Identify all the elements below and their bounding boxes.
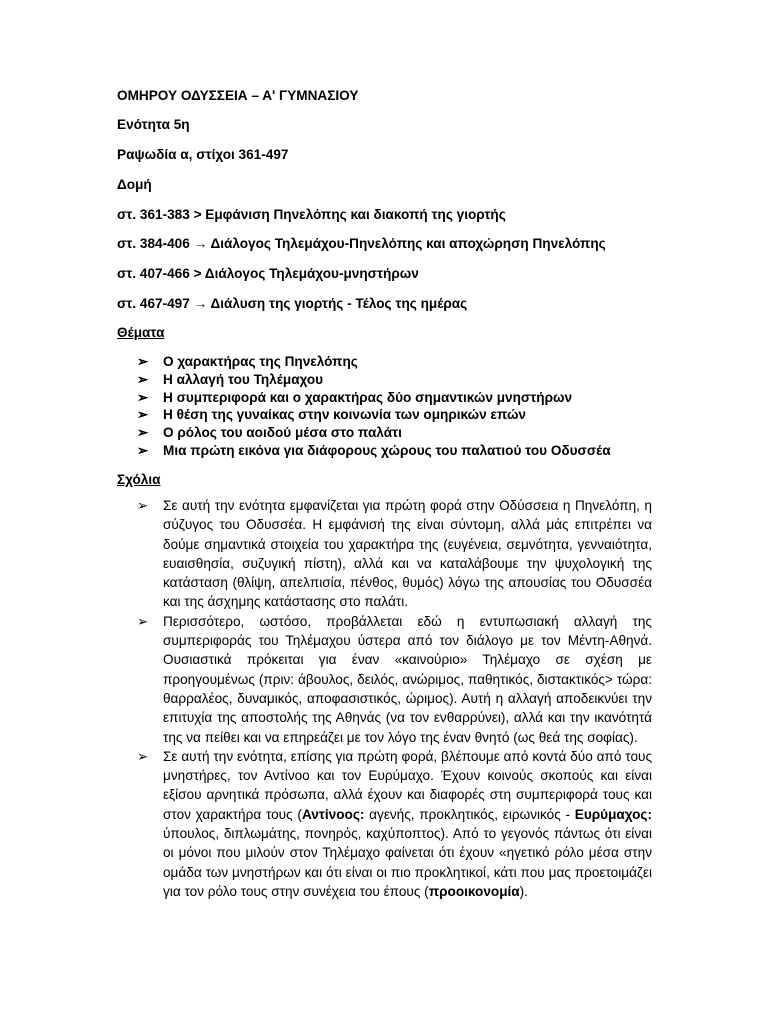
themes-heading: Θέματα xyxy=(117,325,165,340)
arrow-bullet-icon: ➢ xyxy=(137,371,149,387)
arrow-bullet-icon: ➢ xyxy=(137,613,149,629)
note-text-part: ). xyxy=(519,883,528,899)
note-term-proikonomia: προοικονομία xyxy=(428,883,520,899)
arrow-bullet-icon: ➢ xyxy=(137,407,149,423)
list-item xyxy=(117,389,677,407)
arrow-bullet-icon: ➢ xyxy=(137,748,149,764)
theme-text: Μια πρώτη εικόνα για διάφορους χώρους του παλατιού του Οδυσσέα xyxy=(163,442,611,458)
structure-line: στ. 467-497 → Διάλυση της γιορτής - Τέλος της ημέρας xyxy=(117,296,468,311)
structure-line: στ. 407-466 > Διάλογος Τηλεμάχου-μνηστήρων xyxy=(117,266,419,281)
note-text-part: ύπουλος, διπλωμάτης, πονηρός, καχύποπτος). Από το γεγονός πάντως ότι είναι οι μόνοι που μιλούν στον Τηλέμαχο φαίνεται ότι έχουν «ηγετικό ρόλο μέσα στην ομάδα των μνηστήρων και ότι είναι οι πιο προκλητικοί, κάτι που μας προετοιμάζει για τον ρόλο τους στην συνέχεια του έπους ( xyxy=(163,826,652,899)
arrow-bullet-icon: ➢ xyxy=(137,425,149,441)
document-title: ΟΜΗΡΟΥ ΟΔΥΣΣΕΙΑ – Α' ΓΥΜΝΑΣΙΟΥ xyxy=(117,88,359,103)
arrow-bullet-icon: ➢ xyxy=(137,498,149,513)
arrow-bullet-icon: ➢ xyxy=(137,354,149,369)
unit-label: Ενότητα 5η xyxy=(117,117,190,132)
arrow-bullet-icon: ➢ xyxy=(137,389,149,405)
note-text xyxy=(163,749,652,899)
theme-text: Ο ρόλος του αοιδού μέσα στο παλάτι xyxy=(163,425,402,441)
theme-text: Ο χαρακτήρας της Πηνελόπης xyxy=(163,354,358,369)
theme-text: Η θέση της γυναίκας στην κοινωνία των ομηρικών επών xyxy=(163,407,526,423)
theme-text: Η αλλαγή του Τηλέμαχου xyxy=(163,371,324,387)
notes-list xyxy=(117,496,652,901)
themes-list xyxy=(117,353,677,460)
note-text-part: αγενής, προκλητικός, ειρωνικός - xyxy=(364,806,571,822)
structure-line: στ. 361-383 > Εμφάνιση Πηνελόπης και διακοπή της γιορτής xyxy=(117,207,506,222)
list-item xyxy=(117,424,677,442)
rhapsody-label: Ραψωδία α, στίχοι 361-497 xyxy=(117,147,289,162)
list-item xyxy=(117,442,677,460)
note-text: Περισσότερο, ωστόσο, προβάλλεται εδώ η εντυπωσιακή αλλαγή της συμπεριφοράς του Τηλέμαχου ύστερα από τον διάλογο με τον Μέντη-Αθηνά. Ουσιαστικά πρόκειται για έναν «καινούριο» Τηλέμαχο σε σχέση με προηγουμένως (πριν: άβουλος, δειλός, ανώριμος, παθητικός, διστακτικός> τώρα: θαρραλέος, δυναμικός, αποφασιστικός, ώριμος). Αυτή η αλλαγή αποδεικνύει την επιτυχία της αποστολής της Αθηνάς (να τον ενθαρρύνει), αλλά και την ικανότητά της να πείθει και να επηρεάζει με τον λόγο της έναν θνητό (ως θεά της σοφίας). xyxy=(163,613,652,745)
note-term-antinoos: Αντίνοος: xyxy=(301,806,365,822)
theme-text: Η συμπεριφορά και ο χαρακτήρας δύο σημαντικών μνηστήρων xyxy=(163,389,573,405)
note-text-part: Σε αυτή την ενότητα, επίσης για πρώτη φορά, βλέπουμε από κοντά δύο από τους μνηστήρες, τον Αντίνοο και τον Ευρύμαχο. Έχουν κοινούς σκοπούς και είναι εξίσου αρνητικά πρόσωπα, αλλά έχουν και διαφορές στη συμπεριφορά τους και στον χαρακτήρα τους ( xyxy=(163,748,652,822)
note-term-eurymachos: Ευρύμαχος: xyxy=(574,806,652,822)
list-item xyxy=(117,371,677,389)
list-item xyxy=(117,496,652,612)
arrow-bullet-icon: ➢ xyxy=(137,442,149,458)
list-item xyxy=(117,747,652,901)
list-item xyxy=(117,612,652,747)
notes-heading: Σχόλια xyxy=(117,472,161,487)
list-item xyxy=(117,406,677,424)
list-item xyxy=(117,353,677,371)
structure-line: στ. 384-406 → Διάλογος Τηλεμάχου-Πηνελόπης και αποχώρηση Πηνελόπης xyxy=(117,236,606,251)
structure-heading: Δομή xyxy=(117,177,152,192)
note-text: Σε αυτή την ενότητα εμφανίζεται για πρώτη φορά στην Οδύσσεια η Πηνελόπη, η σύζυγος του Οδυσσέα. Η εμφάνισή της είναι σύντομη, αλλά μάς επιτρέπει να δούμε σημαντικά στοιχεία του χαρακτήρα της (ευγένεια, σεμνότητα, γενναιότητα, ευαισθησία, συζυγική πίστη), αλλά και να καταλάβουμε την ψυχολογική της κατάσταση (θλίψη, απελπισία, πένθος, θυμός) λόγω της απουσίας του Οδυσσέα και της άσχημης κατάστασης στο παλάτι. xyxy=(163,498,652,610)
